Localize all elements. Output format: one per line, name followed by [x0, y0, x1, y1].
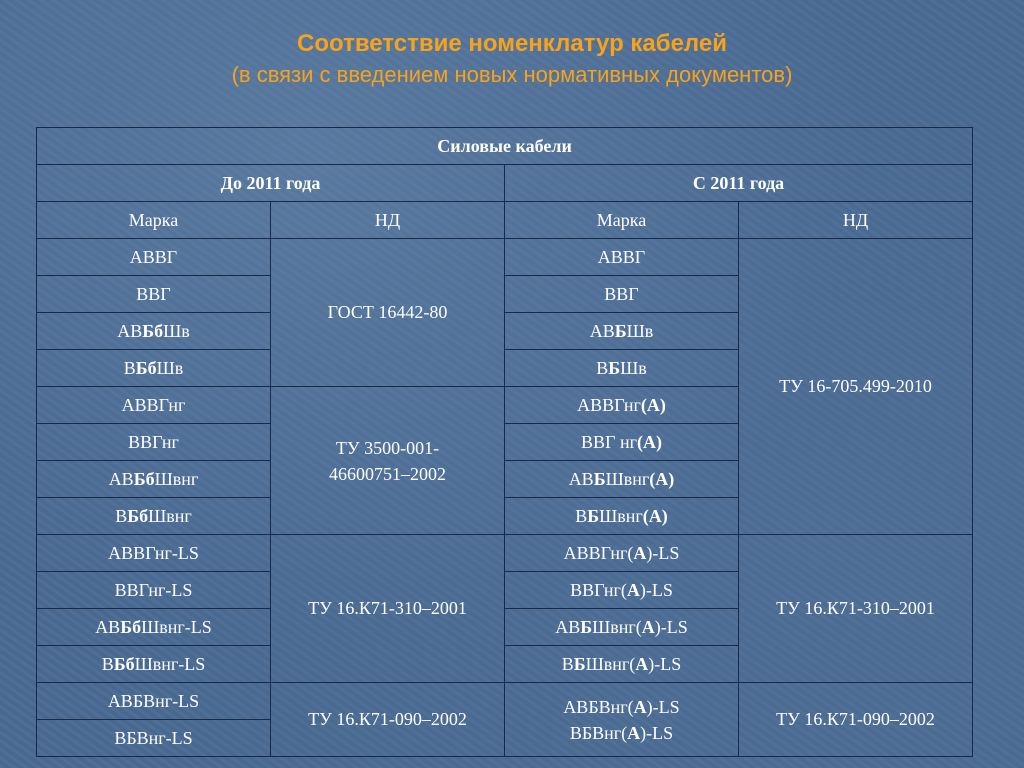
table-caption: Силовые кабели — [37, 128, 973, 165]
slide-title-block — [0, 28, 1024, 90]
old-brand-cell: ВБВнг-LS — [37, 720, 271, 757]
old-brand-cell: АВБбШвнг — [37, 461, 271, 498]
old-brand-cell: ВБбШв — [37, 350, 271, 387]
old-brand-cell: АВБВнг-LS — [37, 683, 271, 720]
old-brand-cell: ВВГнг-LS — [37, 572, 271, 609]
col-header-nd-new: НД — [739, 202, 973, 239]
period-before-header: До 2011 года — [37, 165, 505, 202]
new-brand-cell: АВВГнг(А) — [505, 387, 739, 424]
old-brand-cell: АВБбШвнг-LS — [37, 609, 271, 646]
period-header-row — [37, 165, 973, 202]
new-brand-cell: ВВГ нг(А) — [505, 424, 739, 461]
old-brand-cell: АВВГнг — [37, 387, 271, 424]
new-brand-cell: ВВГнг(А)-LS — [505, 572, 739, 609]
old-nd-cell: ТУ 16.К71-310–2001 — [271, 535, 505, 683]
new-brand-cell: ВБШвнг(А) — [505, 498, 739, 535]
old-brand-cell: АВБбШв — [37, 313, 271, 350]
table-row — [37, 683, 973, 720]
old-nd-cell: ТУ 16.К71-090–2002 — [271, 683, 505, 757]
slide-subtitle: (в связи с введением новых нормативных документов) — [231, 62, 793, 87]
col-header-brand-new: Марка — [505, 202, 739, 239]
col-header-nd-old: НД — [271, 202, 505, 239]
old-nd-cell: ТУ 3500-001- 46600751–2002 — [271, 387, 505, 535]
old-brand-cell: ВБбШвнг-LS — [37, 646, 271, 683]
new-brand-cell: АВБШвнг(А) — [505, 461, 739, 498]
old-brand-cell: АВВГнг-LS — [37, 535, 271, 572]
new-brand-cell: АВВГнг(А)-LS — [505, 535, 739, 572]
old-nd-cell: ГОСТ 16442-80 — [271, 239, 505, 387]
table-row — [37, 239, 973, 276]
old-brand-cell: ВВГ — [37, 276, 271, 313]
new-brand-cell: АВБШвнг(А)-LS — [505, 609, 739, 646]
new-brand-cell: ВВГ — [505, 276, 739, 313]
old-brand-cell: АВВГ — [37, 239, 271, 276]
new-brand-cell: ВБШвнг(А)-LS — [505, 646, 739, 683]
new-brand-cell: ВБШв — [505, 350, 739, 387]
old-brand-cell: ВБбШвнг — [37, 498, 271, 535]
table-row — [37, 535, 973, 572]
table-caption-row — [37, 128, 973, 165]
new-nd-cell: ТУ 16.К71-310–2001 — [739, 535, 973, 683]
new-brand-cell: АВВГ — [505, 239, 739, 276]
old-brand-cell: ВВГнг — [37, 424, 271, 461]
new-nd-cell: ТУ 16-705.499-2010 — [739, 239, 973, 535]
period-after-header: С 2011 года — [505, 165, 973, 202]
column-header-row — [37, 202, 973, 239]
col-header-brand-old: Марка — [37, 202, 271, 239]
new-brand-cell: АВБШв — [505, 313, 739, 350]
cable-nomenclature-table — [36, 127, 973, 757]
new-nd-cell: ТУ 16.К71-090–2002 — [739, 683, 973, 757]
slide-title: Соответствие номенклатур кабелей — [297, 30, 727, 57]
new-brand-cell: АВБВнг(А)-LS ВБВнг(А)-LS — [505, 683, 739, 757]
